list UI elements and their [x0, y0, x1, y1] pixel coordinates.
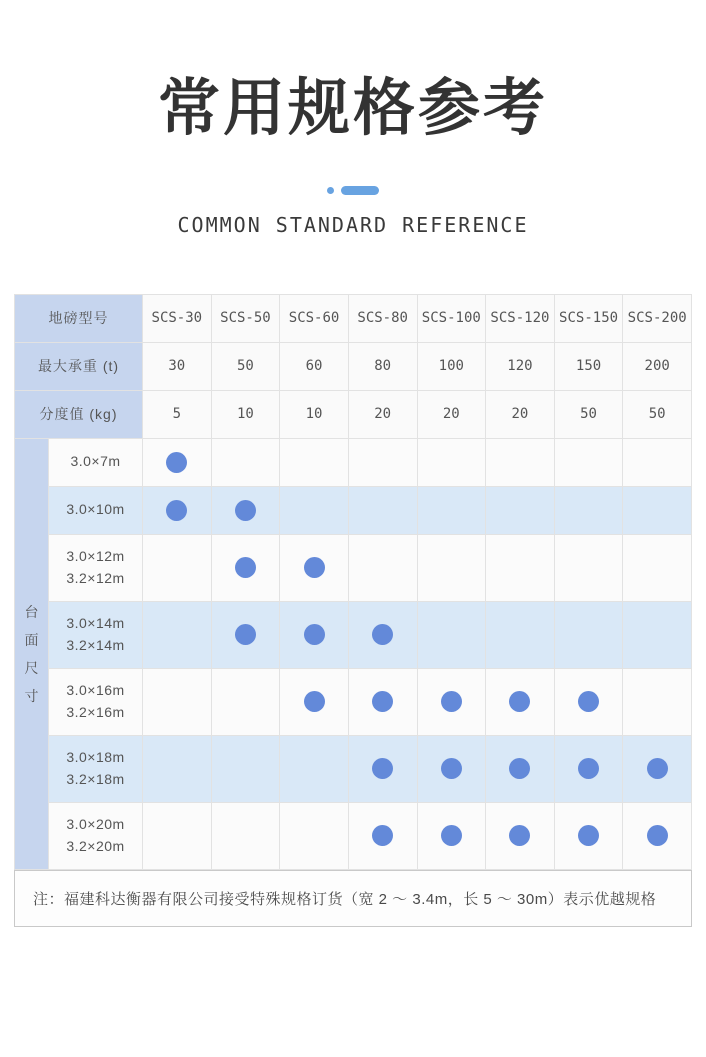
size-label-cell: 3.0×16m 3.2×16m — [49, 668, 143, 735]
max-capacity-row-label: 最大承重 (t) — [15, 342, 143, 390]
spec-table — [14, 294, 692, 870]
availability-dot-icon — [235, 557, 256, 578]
availability-dot-icon — [441, 825, 462, 846]
page-header — [0, 70, 706, 237]
model-code-cell: SCS-30 — [143, 294, 212, 342]
availability-dot-icon — [235, 624, 256, 645]
empty-cell — [280, 735, 349, 802]
model-row-label: 地磅型号 — [15, 294, 143, 342]
model-code-cell: SCS-200 — [623, 294, 692, 342]
empty-cell — [280, 438, 349, 486]
empty-cell — [623, 668, 692, 735]
availability-cell — [280, 601, 349, 668]
availability-dot-icon — [441, 691, 462, 712]
empty-cell — [623, 486, 692, 534]
platform-size-vertical-label: 台 面 尺 寸 — [15, 438, 49, 869]
size-row — [15, 802, 692, 869]
empty-cell — [143, 601, 212, 668]
empty-cell — [143, 668, 212, 735]
availability-dot-icon — [647, 825, 668, 846]
size-label-cell: 3.0×18m 3.2×18m — [49, 735, 143, 802]
availability-cell — [486, 802, 555, 869]
division-value-cell: 50 — [554, 390, 623, 438]
division-value-cell: 10 — [280, 390, 349, 438]
availability-cell — [211, 534, 280, 601]
availability-cell — [417, 735, 486, 802]
availability-cell — [211, 601, 280, 668]
size-label-cell: 3.0×10m — [49, 486, 143, 534]
availability-cell — [143, 486, 212, 534]
division-value-row — [15, 390, 692, 438]
size-row — [15, 735, 692, 802]
availability-dot-icon — [578, 758, 599, 779]
availability-cell — [348, 601, 417, 668]
availability-dot-icon — [647, 758, 668, 779]
availability-dot-icon — [509, 758, 530, 779]
divider-dot-icon — [327, 187, 334, 194]
max-capacity-cell: 100 — [417, 342, 486, 390]
max-capacity-cell: 50 — [211, 342, 280, 390]
spec-table-wrap — [14, 294, 692, 927]
max-capacity-cell: 120 — [486, 342, 555, 390]
availability-cell — [417, 802, 486, 869]
division-value-cell: 20 — [486, 390, 555, 438]
empty-cell — [486, 601, 555, 668]
empty-cell — [211, 668, 280, 735]
availability-dot-icon — [304, 624, 325, 645]
empty-cell — [486, 486, 555, 534]
empty-cell — [280, 802, 349, 869]
empty-cell — [280, 486, 349, 534]
availability-dot-icon — [166, 500, 187, 521]
size-row — [15, 438, 692, 486]
size-label-cell: 3.0×7m — [49, 438, 143, 486]
availability-dot-icon — [441, 758, 462, 779]
size-row — [15, 601, 692, 668]
empty-cell — [554, 601, 623, 668]
empty-cell — [486, 534, 555, 601]
availability-dot-icon — [304, 691, 325, 712]
availability-dot-icon — [372, 691, 393, 712]
availability-cell — [554, 668, 623, 735]
empty-cell — [486, 438, 555, 486]
availability-cell — [348, 735, 417, 802]
empty-cell — [348, 534, 417, 601]
availability-cell — [280, 534, 349, 601]
availability-cell — [554, 735, 623, 802]
page-title: 常用规格参考 — [157, 74, 548, 143]
empty-cell — [417, 601, 486, 668]
model-code-cell: SCS-120 — [486, 294, 555, 342]
availability-cell — [417, 668, 486, 735]
max-capacity-cell: 80 — [348, 342, 417, 390]
division-value-cell: 50 — [623, 390, 692, 438]
size-row — [15, 486, 692, 534]
division-value-cell: 5 — [143, 390, 212, 438]
availability-dot-icon — [578, 691, 599, 712]
availability-cell — [623, 735, 692, 802]
availability-dot-icon — [372, 825, 393, 846]
empty-cell — [417, 486, 486, 534]
size-label-cell: 3.0×20m 3.2×20m — [49, 802, 143, 869]
divider-dash-icon — [341, 186, 379, 195]
empty-cell — [623, 438, 692, 486]
empty-cell — [623, 601, 692, 668]
division-value-cell: 10 — [211, 390, 280, 438]
model-code-cell: SCS-50 — [211, 294, 280, 342]
max-capacity-cell: 60 — [280, 342, 349, 390]
availability-dot-icon — [372, 758, 393, 779]
max-capacity-cell: 150 — [554, 342, 623, 390]
availability-cell — [623, 802, 692, 869]
availability-dot-icon — [304, 557, 325, 578]
availability-dot-icon — [235, 500, 256, 521]
availability-cell — [348, 668, 417, 735]
availability-dot-icon — [509, 691, 530, 712]
model-code-cell: SCS-60 — [280, 294, 349, 342]
title-divider — [0, 186, 706, 195]
empty-cell — [143, 735, 212, 802]
availability-dot-icon — [166, 452, 187, 473]
empty-cell — [623, 534, 692, 601]
availability-dot-icon — [372, 624, 393, 645]
model-code-cell: SCS-100 — [417, 294, 486, 342]
size-label-cell: 3.0×12m 3.2×12m — [49, 534, 143, 601]
empty-cell — [211, 438, 280, 486]
availability-dot-icon — [578, 825, 599, 846]
empty-cell — [348, 438, 417, 486]
max-capacity-cell: 30 — [143, 342, 212, 390]
model-header-row — [15, 294, 692, 342]
empty-cell — [554, 486, 623, 534]
empty-cell — [143, 802, 212, 869]
division-row-label: 分度值 (kg) — [15, 390, 143, 438]
size-row — [15, 534, 692, 601]
empty-cell — [417, 534, 486, 601]
empty-cell — [554, 438, 623, 486]
max-capacity-cell: 200 — [623, 342, 692, 390]
empty-cell — [211, 802, 280, 869]
availability-cell — [486, 735, 555, 802]
availability-cell — [143, 438, 212, 486]
size-label-cell: 3.0×14m 3.2×14m — [49, 601, 143, 668]
max-capacity-row — [15, 342, 692, 390]
availability-cell — [348, 802, 417, 869]
availability-cell — [486, 668, 555, 735]
model-code-cell: SCS-80 — [348, 294, 417, 342]
empty-cell — [348, 486, 417, 534]
empty-cell — [143, 534, 212, 601]
availability-cell — [554, 802, 623, 869]
empty-cell — [554, 534, 623, 601]
footnote: 注：福建科达衡器有限公司接受特殊规格订货（宽 2 ～ 3.4m，长 5 ～ 30m）表示优越规格 — [14, 870, 692, 927]
model-code-cell: SCS-150 — [554, 294, 623, 342]
page-subtitle: COMMON STANDARD REFERENCE — [177, 212, 529, 237]
division-value-cell: 20 — [417, 390, 486, 438]
availability-cell — [211, 486, 280, 534]
availability-cell — [280, 668, 349, 735]
division-value-cell: 20 — [348, 390, 417, 438]
empty-cell — [211, 735, 280, 802]
availability-dot-icon — [509, 825, 530, 846]
size-row — [15, 668, 692, 735]
empty-cell — [417, 438, 486, 486]
